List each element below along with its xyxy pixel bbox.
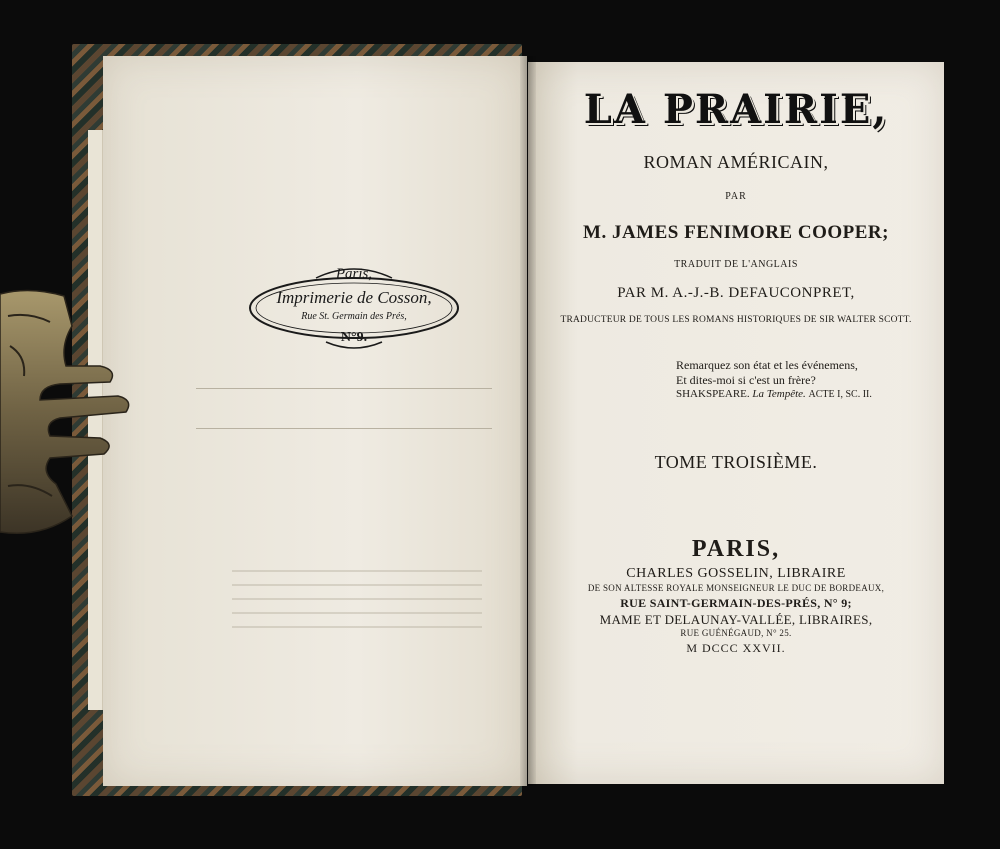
epigraph-work: La Tempête.	[752, 388, 806, 400]
epigraph-author: SHAKSPEARE.	[676, 388, 750, 400]
left-page	[103, 56, 527, 786]
stamp-line2: Imprimerie de Cosson,	[276, 288, 432, 307]
epigraph-line-1: Remarquez son état et les événemens,	[676, 358, 858, 372]
brass-clip-icon	[0, 286, 132, 540]
stamp-line3: Rue St. Germain des Prés,	[301, 311, 407, 322]
translator-name: PAR M. A.-J.-B. DEFAUCONPRET,	[617, 285, 855, 301]
stamp-line4: N°9.	[340, 330, 368, 345]
imprint-city: PARIS,	[691, 536, 781, 562]
publisher-2-address: RUE GUÉNÉGAUD, N° 25.	[680, 628, 792, 638]
ghost-rule-top	[196, 388, 492, 389]
publisher-1-address: RUE SAINT-GERMAIN-DES-PRÉS, N° 9;	[620, 596, 852, 610]
publisher-2: MAME ET DELAUNAY-VALLÉE, LIBRAIRES,	[599, 612, 873, 627]
publisher-1-note: DE SON ALTESSE ROYALE MONSEIGNEUR LE DUC DE BORDEAUX,	[587, 583, 885, 593]
epigraph-line-2: Et dites-moi si c'est un frère?	[676, 373, 816, 387]
epigraph-attribution	[676, 388, 896, 400]
printer-stamp	[246, 258, 462, 358]
publisher-1: CHARLES GOSSELIN, LIBRAIRE	[626, 566, 846, 581]
ghost-rule-bottom	[196, 428, 492, 429]
volume-label: TOME TROISIÈME.	[654, 452, 818, 472]
book-title: LA PRAIRIE,	[583, 86, 889, 133]
author-name: M. JAMES FENIMORE COOPER;	[583, 222, 889, 243]
translated-from: TRADUIT DE L'ANGLAIS	[674, 259, 798, 270]
translator-note: TRADUCTEUR DE TOUS LES ROMANS HISTORIQUES DE SIR WALTER SCOTT.	[560, 315, 912, 325]
stamp-line1: Paris,	[335, 266, 373, 282]
publication-year: M DCCC XXVII.	[686, 641, 786, 655]
book-subtitle: ROMAN AMÉRICAIN,	[643, 152, 829, 172]
ghost-imprint-lines	[232, 570, 482, 630]
epigraph-ref: ACTE I, SC. II.	[808, 389, 872, 400]
by-label: PAR	[725, 191, 747, 202]
